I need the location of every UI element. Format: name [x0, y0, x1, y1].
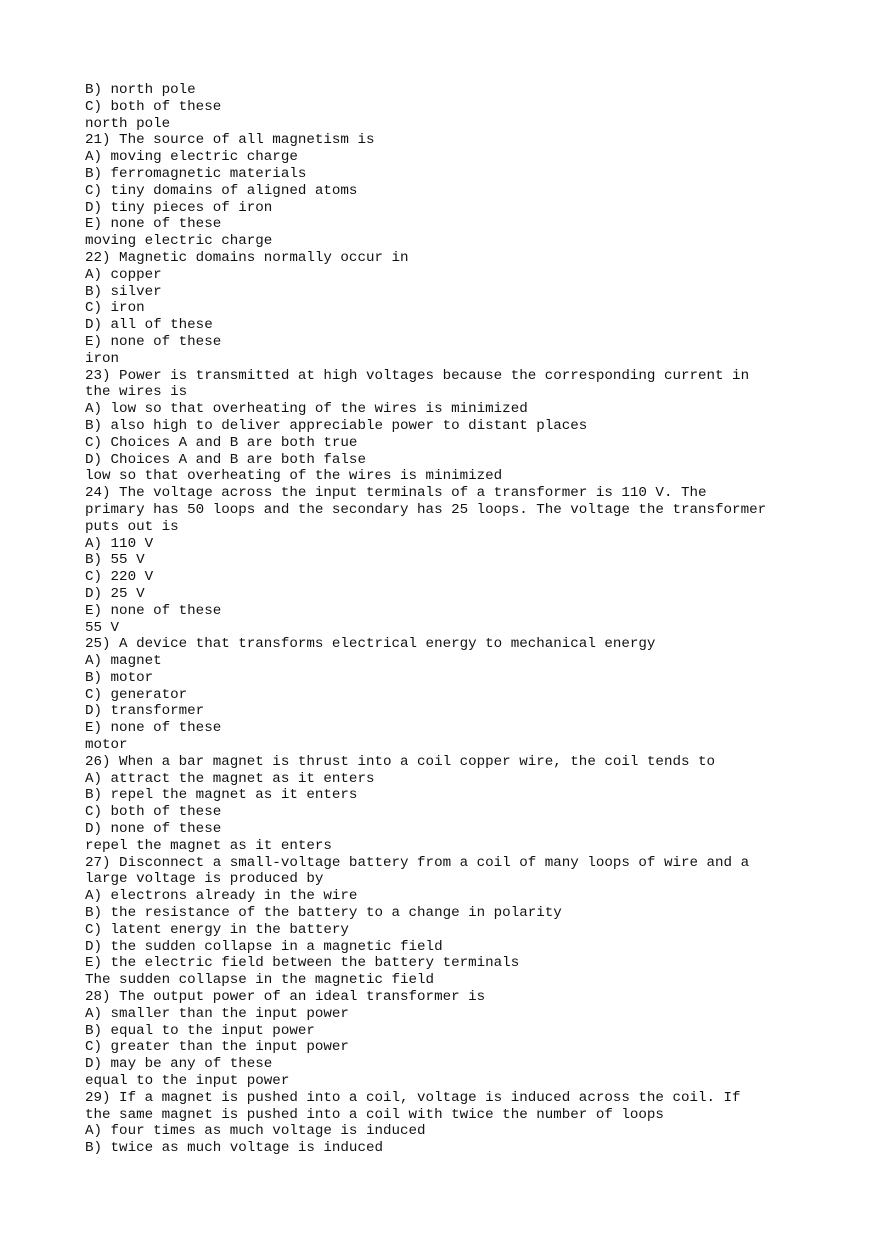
option-line: A) copper — [85, 266, 162, 283]
option-line: C) Choices A and B are both true — [85, 434, 358, 451]
option-line: B) north pole — [85, 82, 196, 98]
answer-line: The sudden collapse in the magnetic field — [85, 972, 435, 989]
option-line: D) Choices A and B are both false — [85, 451, 366, 468]
option-line: B) motor — [85, 669, 154, 686]
option-line: A) 110 V — [85, 535, 154, 552]
option-line: B) repel the magnet as it enters — [85, 787, 358, 804]
option-line: C) iron — [85, 300, 145, 317]
option-line: E) the electric field between the battery terminals — [85, 955, 520, 972]
option-line: B) silver — [85, 283, 162, 300]
question-line: 23) Power is transmitted at high voltages because the corresponding current in — [85, 367, 750, 384]
question-line: 22) Magnetic domains normally occur in — [85, 249, 409, 266]
answer-line: low so that overheating of the wires is minimized — [85, 468, 503, 485]
option-line: C) both of these — [85, 98, 222, 115]
option-line: D) none of these — [85, 821, 222, 838]
option-line: C) 220 V — [85, 569, 154, 586]
answer-line: 55 V — [85, 619, 120, 636]
option-line: D) the sudden collapse in a magnetic field — [85, 938, 443, 955]
option-line: B) ferromagnetic materials — [85, 165, 307, 182]
question-line: 29) If a magnet is pushed into a coil, voltage is induced across the coil. If — [85, 1089, 741, 1106]
option-line: B) twice as much voltage is induced — [85, 1140, 383, 1157]
option-line: D) transformer — [85, 703, 205, 720]
option-line: D) 25 V — [85, 585, 145, 602]
option-line: B) the resistance of the battery to a change in polarity — [85, 905, 562, 922]
option-line: A) magnet — [85, 653, 162, 670]
answer-line: iron — [85, 350, 120, 367]
answer-line: north pole — [85, 115, 171, 132]
option-line: B) equal to the input power — [85, 1022, 315, 1039]
answer-line: equal to the input power — [85, 1073, 290, 1090]
option-line: A) smaller than the input power — [85, 1005, 349, 1022]
question-line: primary has 50 loops and the secondary has 25 loops. The voltage the transformer — [85, 501, 767, 518]
answer-line: moving electric charge — [85, 233, 273, 250]
question-line: the same magnet is pushed into a coil with twice the number of loops — [85, 1106, 664, 1123]
option-line: D) all of these — [85, 317, 213, 334]
option-line: E) none of these — [85, 602, 222, 619]
option-line: D) may be any of these — [85, 1056, 273, 1073]
question-line: 27) Disconnect a small-voltage battery from a coil of many loops of wire and a — [85, 854, 750, 871]
question-line: 25) A device that transforms electrical energy to mechanical energy — [85, 636, 656, 653]
option-line: C) both of these — [85, 804, 222, 821]
option-line: B) 55 V — [85, 552, 145, 569]
option-line: E) none of these — [85, 720, 222, 737]
question-line: 24) The voltage across the input terminals of a transformer is 110 V. The — [85, 485, 707, 502]
option-line: E) none of these — [85, 333, 222, 350]
option-line: C) latent energy in the battery — [85, 921, 349, 938]
option-line: A) moving electric charge — [85, 149, 298, 166]
option-line: A) four times as much voltage is induced — [85, 1123, 426, 1140]
option-line: A) electrons already in the wire — [85, 888, 358, 905]
option-line: A) low so that overheating of the wires is minimized — [85, 401, 528, 418]
option-line: D) tiny pieces of iron — [85, 199, 273, 216]
question-line: 26) When a bar magnet is thrust into a coil copper wire, the coil tends to — [85, 753, 716, 770]
question-line: puts out is — [85, 518, 179, 535]
option-line: E) none of these — [85, 216, 222, 233]
question-line: 21) The source of all magnetism is — [85, 132, 375, 149]
option-line: C) greater than the input power — [85, 1039, 349, 1056]
question-line: the wires is — [85, 384, 188, 401]
question-line: 28) The output power of an ideal transformer is — [85, 989, 486, 1006]
document-page — [85, 82, 855, 1157]
option-line: B) also high to deliver appreciable power to distant places — [85, 417, 588, 434]
option-line: C) tiny domains of aligned atoms — [85, 182, 358, 199]
option-line: A) attract the magnet as it enters — [85, 770, 375, 787]
option-line: C) generator — [85, 686, 188, 703]
answer-line: motor — [85, 737, 128, 754]
question-line: large voltage is produced by — [85, 871, 324, 888]
answer-line: repel the magnet as it enters — [85, 837, 332, 854]
